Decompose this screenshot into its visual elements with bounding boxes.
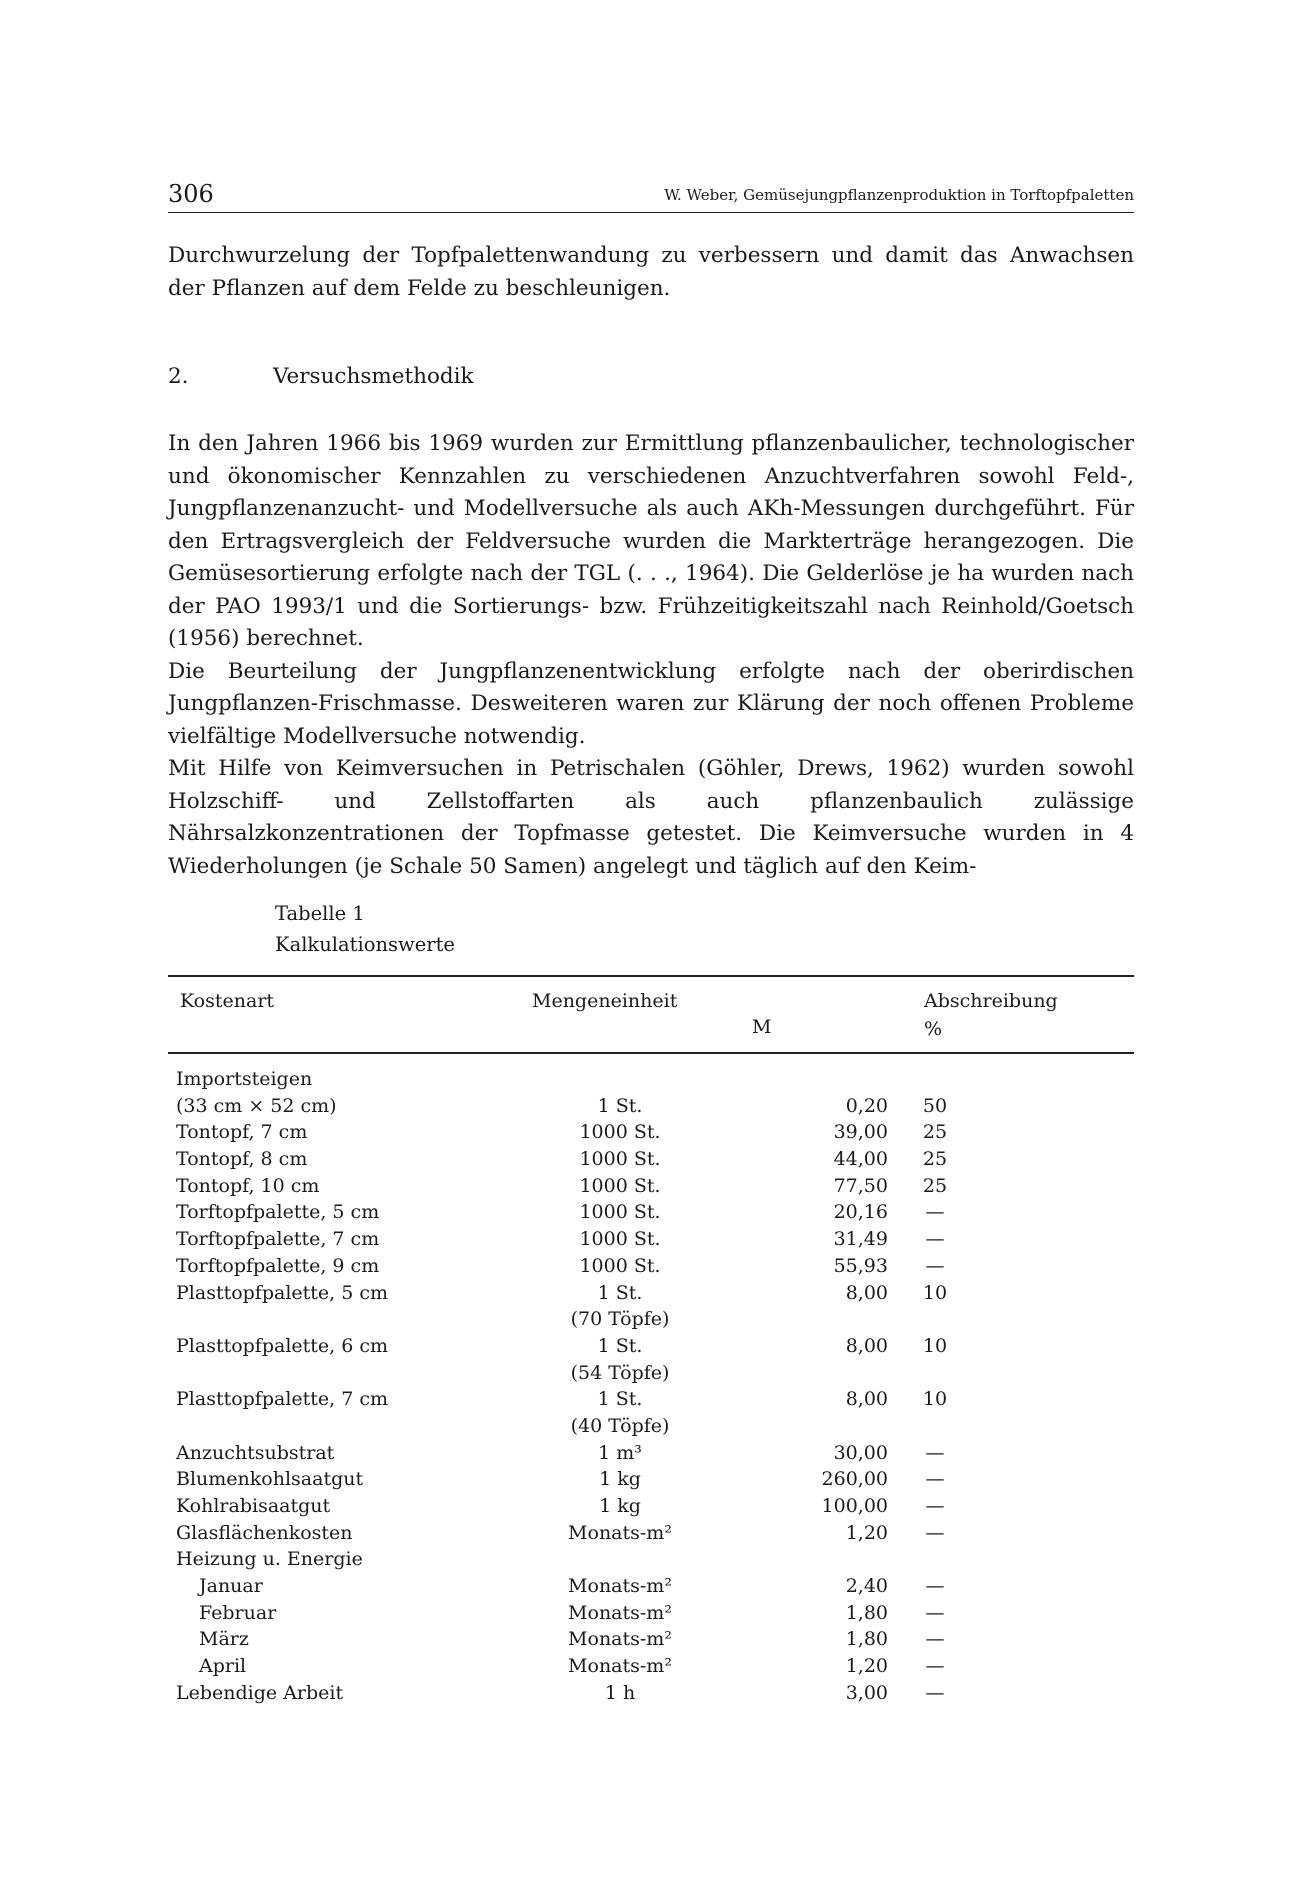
cell-abschreibung: — — [925, 1441, 945, 1464]
cell-abschreibung: — — [925, 1495, 945, 1517]
cell-mengeneinheit: (40 Töpfe) — [570, 1414, 670, 1437]
cell-abschreibung: — — [925, 1521, 945, 1544]
method-text — [168, 428, 1134, 883]
cell-m: 1,20 — [845, 1521, 888, 1544]
cell-kostenart: Anzuchtsubstrat — [176, 1441, 335, 1464]
table-header-rule — [168, 1052, 1134, 1054]
cell-kostenart: Importsteigen — [176, 1068, 313, 1090]
table-row — [168, 1653, 1134, 1680]
cell-m: 2,40 — [845, 1575, 888, 1598]
table-row — [168, 1520, 1134, 1547]
cell-m: 77,50 — [833, 1174, 888, 1197]
cell-m: 0,20 — [845, 1094, 888, 1117]
cell-abschreibung: 25 — [922, 1174, 948, 1197]
cell-abschreibung: — — [925, 1601, 945, 1624]
cell-abschreibung: 25 — [922, 1148, 948, 1171]
cell-mengeneinheit: 1 m³ — [598, 1441, 642, 1464]
cell-mengeneinheit: 1 St. — [597, 1094, 643, 1117]
cell-kostenart: Februar — [199, 1601, 277, 1624]
section-title: Versuchsmethodik — [273, 364, 474, 389]
column-header-abschreibung-unit: % — [924, 1018, 943, 1040]
cell-abschreibung: 10 — [922, 1281, 948, 1304]
section-number: 2. — [168, 364, 189, 389]
cell-abschreibung: 10 — [922, 1388, 948, 1411]
cell-abschreibung: — — [925, 1468, 945, 1491]
cell-mengeneinheit: Monats-m² — [568, 1628, 672, 1651]
cell-mengeneinheit: 1 St. — [597, 1334, 643, 1357]
cell-m: 8,00 — [845, 1334, 888, 1357]
cell-kostenart: Plasttopfpalette, 6 cm — [176, 1334, 389, 1357]
cell-m: 44,00 — [833, 1148, 888, 1171]
cell-kostenart: Glasflächenkosten — [176, 1521, 353, 1544]
table-row — [168, 1546, 1134, 1573]
cell-abschreibung: — — [925, 1681, 945, 1704]
table-row — [168, 1680, 1134, 1707]
cell-m: 30,00 — [833, 1441, 888, 1464]
table-row — [168, 1199, 1134, 1226]
cell-kostenart: Plasttopfpalette, 5 cm — [176, 1281, 389, 1304]
cell-m: 1,80 — [845, 1601, 888, 1624]
column-header-m: M — [752, 1016, 772, 1038]
cell-kostenart: Tontopf, 8 cm — [176, 1148, 308, 1171]
table-row — [168, 1253, 1134, 1280]
table-row — [168, 1173, 1134, 1200]
table-row — [168, 1413, 1134, 1440]
cell-mengeneinheit: 1 St. — [597, 1388, 643, 1411]
intro-paragraph — [168, 240, 1134, 305]
cell-abschreibung: — — [925, 1628, 945, 1651]
cell-mengeneinheit: 1000 St. — [579, 1174, 661, 1197]
paragraph: Durchwurzelung der Topfpalettenwandung zu verbessern und damit das Anwachsen der Pflanzen auf dem Felde zu beschleunigen. — [168, 243, 1134, 301]
cell-kostenart: (33 cm × 52 cm) — [176, 1094, 337, 1117]
cell-m: 3,00 — [845, 1681, 888, 1704]
running-header — [168, 176, 1134, 213]
column-header-kostenart: Kostenart — [180, 990, 275, 1012]
cell-mengeneinheit: 1 St. — [597, 1281, 643, 1304]
cell-mengeneinheit: 1000 St. — [579, 1201, 661, 1224]
cell-kostenart: Blumenkohlsaatgut — [176, 1468, 364, 1491]
cell-kostenart: Torftopfpalette, 9 cm — [176, 1254, 380, 1277]
table-row — [168, 1226, 1134, 1253]
table-row — [168, 1333, 1134, 1360]
cell-kostenart: Tontopf, 10 cm — [176, 1174, 320, 1197]
table-row — [168, 1093, 1134, 1120]
table-row — [168, 1386, 1134, 1413]
table-row — [168, 1306, 1134, 1333]
cell-m: 55,93 — [833, 1254, 888, 1277]
table-row — [168, 1280, 1134, 1307]
cell-abschreibung: 10 — [922, 1334, 948, 1357]
cell-mengeneinheit: (54 Töpfe) — [570, 1361, 670, 1384]
cell-mengeneinheit: Monats-m² — [568, 1521, 672, 1544]
cell-kostenart: Kohlrabisaatgut — [176, 1495, 331, 1517]
cell-m: 8,00 — [845, 1281, 888, 1304]
cell-m: 1,80 — [845, 1628, 888, 1651]
cell-abschreibung: — — [925, 1201, 945, 1224]
paragraph: In den Jahren 1966 bis 1969 wurden zur Ermittlung pflanzenbaulicher, technologischer und ökonomischer Kennzahlen zu verschiedenen Anzuchtverfahren sowohl Feld-, Jungpflanzenanzucht- und Modellversuche als auch AKh-Messungen durchgeführt. Für den Ertragsvergleich der Feldversuche wurden die Markterträge herangezogen. Die Gemüsesortierung erfolgte nach der TGL (. . ., 1964). Die Gelderlöse je ha wurden nach der PAO 1993/1 und die Sortierungs- bzw. Frühzeitigkeitszahl nach Reinhold/Goetsch (1956) berechnet. — [168, 431, 1134, 651]
table-row — [168, 1626, 1134, 1653]
section-heading — [168, 364, 474, 389]
cell-abschreibung: 25 — [922, 1121, 948, 1144]
cell-mengeneinheit: 1000 St. — [579, 1228, 661, 1251]
table-row — [168, 1466, 1134, 1493]
table-row — [168, 1573, 1134, 1600]
cell-kostenart: März — [199, 1628, 249, 1651]
cell-mengeneinheit: 1000 St. — [579, 1254, 661, 1277]
cell-kostenart: Januar — [199, 1575, 263, 1598]
table-row — [168, 1119, 1134, 1146]
cell-kostenart: April — [199, 1655, 247, 1678]
column-header-abschreibung: Abschreibung — [924, 990, 1058, 1012]
cell-kostenart: Heizung u. Energie — [176, 1548, 363, 1571]
cell-kostenart: Torftopfpalette, 7 cm — [176, 1228, 380, 1251]
cell-m: 260,00 — [821, 1468, 888, 1491]
table-top-rule — [168, 975, 1134, 977]
cell-abschreibung: — — [925, 1655, 945, 1678]
table-row — [168, 1493, 1134, 1520]
cell-mengeneinheit: 1000 St. — [579, 1121, 661, 1144]
cell-mengeneinheit: 1000 St. — [579, 1148, 661, 1171]
table-title: Kalkulationswerte — [275, 933, 455, 956]
cell-mengeneinheit: 1 kg — [599, 1468, 641, 1491]
cell-mengeneinheit: Monats-m² — [568, 1575, 672, 1598]
cell-kostenart: Tontopf, 7 cm — [176, 1121, 308, 1144]
page-number: 306 — [168, 180, 214, 208]
cell-abschreibung: — — [925, 1228, 945, 1251]
cell-kostenart: Plasttopfpalette, 7 cm — [176, 1388, 389, 1411]
table-row — [168, 1360, 1134, 1387]
cell-abschreibung: — — [925, 1254, 945, 1277]
cell-mengeneinheit: (70 Töpfe) — [570, 1308, 670, 1331]
table-caption — [275, 898, 455, 960]
cell-kostenart: Lebendige Arbeit — [176, 1681, 344, 1704]
table-row — [168, 1066, 1134, 1093]
cell-mengeneinheit: Monats-m² — [568, 1601, 672, 1624]
running-title: W. Weber, Gemüsejungpflanzenproduktion in Torftopfpaletten — [664, 186, 1134, 204]
cell-m: 39,00 — [833, 1121, 888, 1144]
table-row — [168, 1600, 1134, 1627]
cell-abschreibung: — — [925, 1575, 945, 1598]
paragraph: Mit Hilfe von Keimversuchen in Petrischalen (Göhler, Drews, 1962) wurden sowohl Holzschiff- und Zellstoffarten als auch pflanzenbaulich zulässige Nährsalzkonzentrationen der Topfmasse getestet. Die Keimversuche wurden in 4 Wiederholungen (je Schale 50 Samen) angelegt und täglich auf den Keim- — [168, 756, 1134, 879]
cell-m: 31,49 — [833, 1228, 888, 1251]
cell-kostenart: Torftopfpalette, 5 cm — [176, 1201, 380, 1224]
cell-m: 8,00 — [845, 1388, 888, 1411]
cell-mengeneinheit: Monats-m² — [568, 1655, 672, 1678]
cell-mengeneinheit: 1 h — [604, 1681, 636, 1704]
table-row — [168, 1440, 1134, 1467]
table-label: Tabelle 1 — [275, 902, 365, 925]
paragraph: Die Beurteilung der Jungpflanzenentwicklung erfolgte nach der oberirdischen Jungpflanzen-Frischmasse. Desweiteren waren zur Klärung der noch offenen Probleme vielfältige Modellversuche notwendig. — [168, 658, 1134, 749]
cell-abschreibung: 50 — [922, 1094, 948, 1117]
table-row — [168, 1146, 1134, 1173]
cell-m: 1,20 — [845, 1655, 888, 1678]
column-header-mengeneinheit: Mengeneinheit — [532, 990, 678, 1012]
cell-mengeneinheit: 1 kg — [599, 1495, 641, 1517]
cell-m: 20,16 — [833, 1201, 888, 1224]
cell-m: 100,00 — [821, 1495, 888, 1517]
table-body — [168, 1066, 1134, 1707]
